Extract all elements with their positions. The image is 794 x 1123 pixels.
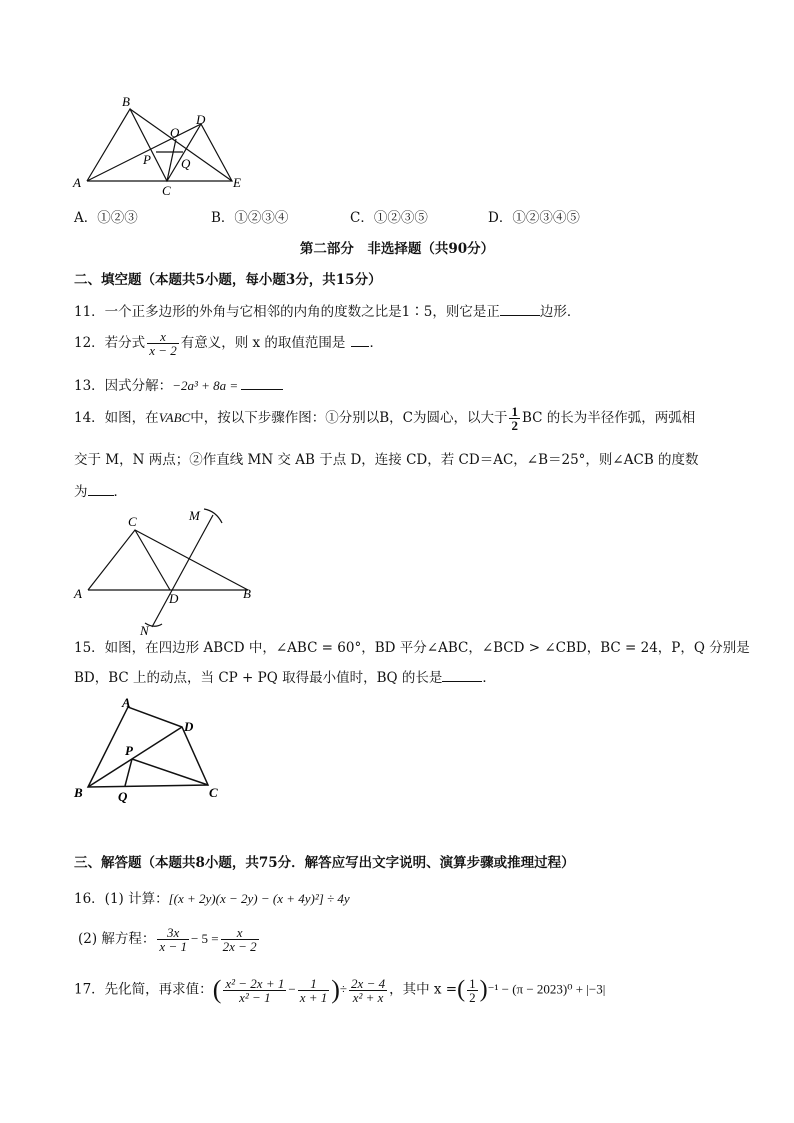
q14-fraction <box>509 405 520 432</box>
q12-fraction <box>147 330 179 357</box>
q15-line2-pre: BD，BC 上的动点，当 CP + PQ 取得最小值时，BQ 的长是 <box>74 670 443 686</box>
q14-frac-num: 1 <box>511 404 518 419</box>
fig3-label-c: C <box>209 785 218 800</box>
question-14-line3 <box>74 480 127 500</box>
question-14-line2: 交于 M，N 两点；②作直线 MN 交 AB 于点 D，连接 CD，若 CD＝AC，∠B＝25°，则∠ACB 的度数 <box>74 452 699 468</box>
question-16-part2 <box>78 926 261 953</box>
q17-rest: ⁻¹ − (π − 2023)⁰ + |−3| <box>487 981 606 997</box>
q16-frac1-den: x − 1 <box>159 939 187 954</box>
q14-line1-pre: 14．如图，在 <box>74 410 159 426</box>
fig2-triangle <box>88 530 248 590</box>
fig1-label-b: B <box>122 95 130 109</box>
q12-pre: 12．若分式 <box>74 335 146 351</box>
q16-frac1-num: 3x <box>157 926 189 940</box>
fig1-label-p: P <box>143 152 151 167</box>
fig1-label-e: E <box>233 175 241 190</box>
q17-f3-num: 2x − 4 <box>351 975 386 991</box>
q11-text: 11．一个正多边形的外角与它相邻的内角的度数之比是1∶5，则它是正 <box>74 304 500 320</box>
fig2-label-b: B <box>243 586 251 601</box>
q14-line3-tail: ． <box>113 484 127 500</box>
question-14-line1 <box>74 405 695 432</box>
figure-quadrilateral-abcd <box>70 695 230 807</box>
option-a[interactable]: A．①②③ <box>74 210 138 226</box>
q12-answer-blank[interactable] <box>351 334 369 347</box>
q17-half-den: 2 <box>469 989 476 1005</box>
fig2-label-n: N <box>140 623 149 638</box>
q17-paren-open: ( <box>212 975 222 1004</box>
q17-pre: 17．先化简，再求值： <box>74 981 213 998</box>
q14-line1-post: BC 的长为半径作弧，两弧相 <box>521 410 696 426</box>
q13-expression: −2a³ + 8a = <box>172 378 239 393</box>
fig2-label-c: C <box>128 514 137 529</box>
question-12 <box>74 330 383 357</box>
q17-fraction-2 <box>298 977 330 1004</box>
figure-triangles-opq <box>70 95 270 200</box>
q17-half-num: 1 <box>469 975 476 991</box>
q13-answer-blank[interactable] <box>241 377 283 390</box>
fig2-label-a: A <box>74 586 82 601</box>
q16-fraction-2 <box>221 926 259 953</box>
q12-post: 有意义，则 x 的取值范围是 <box>180 335 346 351</box>
q17-div: ÷ <box>339 981 348 997</box>
q17-f3-den: x² + x <box>352 989 384 1005</box>
q14-line3-pre: 为 <box>74 484 88 500</box>
fig1-label-c: C <box>162 183 171 198</box>
q17-f2-den: x + 1 <box>299 989 328 1005</box>
q17-f2-num: 1 <box>298 977 330 991</box>
option-d[interactable]: D．①②③④⑤ <box>488 210 580 226</box>
q12-frac-num: x <box>147 330 179 344</box>
question-16-part1 <box>74 887 350 907</box>
q17-fraction-3 <box>349 977 387 1004</box>
option-c[interactable]: C．①②③⑤ <box>350 210 428 226</box>
q16-part2-pre: (2) 解方程： <box>78 931 156 947</box>
fig1-label-d: D <box>196 112 206 127</box>
question-13 <box>74 374 283 394</box>
q16-part1-expression: [(x + 2y)(x − 2y) − (x + 4y)²] ÷ 4y <box>168 891 350 906</box>
fig1-label-a: A <box>73 175 81 190</box>
q14-answer-blank[interactable] <box>88 483 114 496</box>
fig1-label-q: Q <box>181 156 191 171</box>
fig3-label-q: Q <box>118 789 128 804</box>
q17-half <box>467 977 478 1004</box>
q17-paren-close: ) <box>331 975 340 1004</box>
fig1-line-co <box>167 139 176 181</box>
question-15-line1: 15．如图，在四边形 ABCD 中，∠ABC = 60°，BD 平分∠ABC，∠BCD > ∠CBD，BC = 24，P，Q 分别是 <box>74 640 750 656</box>
q14-triangle: VABC <box>158 410 191 425</box>
q16-frac2-den: 2x − 2 <box>222 939 257 954</box>
question-15-line2 <box>74 666 496 686</box>
q17-cond: ，其中 x = <box>389 981 458 998</box>
question-11 <box>74 300 580 320</box>
q17-f1-num: x² − 2x + 1 <box>225 975 285 991</box>
section2-header: 二、填空题（本题共5小题，每小题3分，共15分） <box>74 272 382 288</box>
q14-frac-den: 2 <box>511 418 518 433</box>
fig1-label-o: O <box>170 125 180 140</box>
fig3-line-bd <box>88 727 182 787</box>
fig3-label-b: B <box>74 785 83 800</box>
q17-paren2-open: ( <box>457 976 466 1003</box>
q13-pre: 13．因式分解： <box>74 378 173 394</box>
fig2-label-m: M <box>189 508 200 523</box>
fig3-label-a: A <box>122 695 131 710</box>
q16-fraction-1 <box>157 926 189 953</box>
q17-f1-den: x² − 1 <box>239 989 271 1005</box>
fig3-line-pc <box>132 759 208 785</box>
q16-mid: − 5 = <box>190 931 219 946</box>
q12-tail: ． <box>369 335 383 351</box>
q17-fraction-1 <box>223 977 286 1004</box>
q11-answer-blank[interactable] <box>500 303 540 316</box>
fig3-label-p: P <box>125 743 133 758</box>
part2-title: 第二部分 非选择题（共90分） <box>299 241 495 257</box>
figure-triangle-abc-bisector <box>70 505 270 640</box>
fig3-label-d: D <box>184 719 194 734</box>
q16-frac2-num: x <box>221 926 259 940</box>
section3-header: 三、解答题（本题共8小题，共75分．解答应写出文字说明、演算步骤或推理过程） <box>74 855 575 871</box>
q16-part1-pre: 16．(1) 计算： <box>74 891 169 907</box>
option-b[interactable]: B．①②③④ <box>211 210 289 226</box>
fig2-label-d: D <box>169 591 179 606</box>
q11-tail: 边形． <box>539 304 581 320</box>
fig2-line-mn <box>152 515 213 627</box>
q17-minus: − <box>288 981 296 997</box>
q14-line1-mid: 中，按以下步骤作图：①分别以B，C为圆心，以大于 <box>190 410 508 426</box>
q17-paren2-close: ) <box>479 976 488 1003</box>
q15-answer-blank[interactable] <box>442 669 482 682</box>
q15-line2-tail: ． <box>482 670 496 686</box>
question-17 <box>74 975 605 1005</box>
q12-frac-den: x − 2 <box>149 343 177 358</box>
